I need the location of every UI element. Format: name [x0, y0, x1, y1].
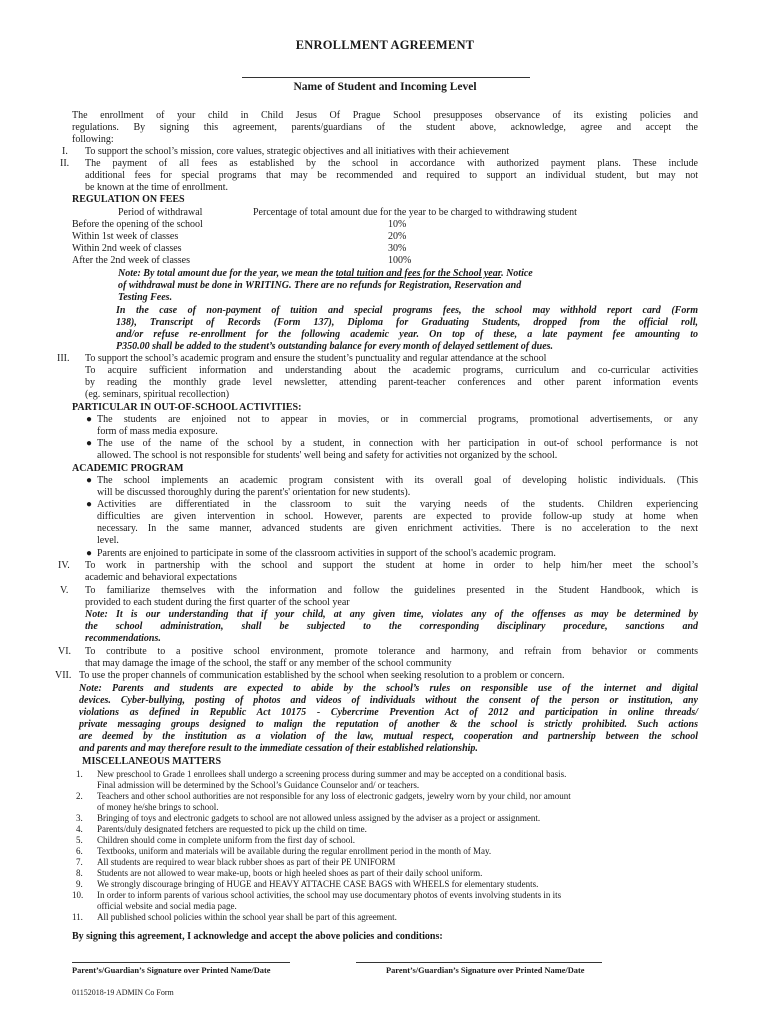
misc-text: Students are not allowed to wear make-up, boots or high heeled shoes as part of their daily school uniform. [97, 868, 483, 878]
form-code: 01152018-19 ADMIN Co Form [72, 988, 174, 997]
misc-text: All published school policies within the school year shall be part of this agreement. [97, 912, 397, 922]
misc-text: of money he/she brings to school. [97, 802, 219, 812]
item-text: The payment of all fees as established by the school in accordance with authorized payment plans. These include [85, 158, 698, 169]
acknowledgement-text: By signing this agreement, I acknowledge and accept the above policies and conditions: [72, 931, 443, 942]
misc-text: Bringing of toys and electronic gadgets to school are not allowed unless assigned by the adviser as a project or assignment. [97, 813, 541, 823]
internet-note: private messaging groups designed to malign the reputation of another & the school is strictly prohibited. Such actions [79, 719, 698, 730]
item-text: provided to each student during the first quarter of the school year [85, 597, 350, 608]
item-text: be known at the time of enrollment. [85, 182, 229, 193]
misc-number: 2. [76, 791, 83, 801]
out-of-school-text: The use of the name of the school by a student, in connection with her participation in out-of school performance is not [97, 438, 698, 449]
bullet: ● [86, 548, 93, 559]
refund-column-header: Period of withdrawal [118, 207, 203, 218]
item-number: IV. [58, 560, 70, 571]
signature-label-right: Parent’s/Guardian’s Signature over Printed Name/Date [386, 966, 585, 975]
fees-heading: REGULATION ON FEES [72, 194, 185, 205]
internet-note: are deemed by the institution as a violation of the law, mutual respect, cooperation and partnership between the school [79, 731, 698, 742]
misc-text: We strongly discourage bringing of HUGE and HEAVY ATTACHE CASE BAGS with WHEELS for elementary students. [97, 879, 539, 889]
intro-line: The enrollment of your child in Child Jesus Of Prague School presupposes observance of its existing policies and [72, 110, 698, 121]
document-subtitle: Name of Student and Incoming Level [293, 81, 477, 93]
misc-text: In order to inform parents of various school activities, the school may use documentary photos of events involving students in its [97, 890, 562, 900]
misc-text: All students are required to wear black rubber shoes as part of their PE UNIFORM [97, 857, 396, 867]
misc-text: Children should come in complete uniform from the first day of school. [97, 835, 355, 845]
item-number: VI. [58, 646, 72, 657]
fees-note: Note: By total amount due for the year, we mean the total tuition and fees for the School year. Notice [118, 268, 533, 279]
handbook-note: the school administration, shall be subjected to the corresponding disciplinary procedure, sanctions and [85, 621, 698, 632]
item-number: I. [62, 146, 68, 157]
academic-heading: ACADEMIC PROGRAM [72, 463, 184, 474]
handbook-note: Note: It is our understanding that if your child, at any given time, violates any of the offenses as may be determined by [85, 609, 698, 620]
item-text: To support the school’s academic program and ensure the student’s punctuality and regular attendance at the school [85, 353, 547, 364]
misc-text: Final admission will be determined by the School’s Guidance Counselor and/ or teachers. [97, 780, 420, 790]
bullet: ● [86, 438, 93, 449]
item-number: II. [60, 158, 70, 169]
bullet: ● [86, 414, 93, 425]
item-number: III. [57, 353, 70, 364]
misc-number: 5. [76, 835, 83, 845]
bullet: ● [86, 475, 93, 486]
item-text: To support the school’s mission, core values, strategic objectives and all initiatives with their achievement [85, 146, 510, 157]
misc-text: official website and social media page. [97, 901, 237, 911]
academic-text: The school implements an academic program consistent with its overall goal of developing holistic individuals. (This [97, 475, 698, 486]
item-text: (eg. seminars, spiritual recollection) [85, 389, 230, 400]
internet-note: Note: Parents and students are expected to abide by the school’s rules on responsible use of the internet and digital [79, 683, 698, 694]
item-text: by reading the monthly grade level newsletter, attending parent-teacher conferences and other parent information events [85, 377, 698, 388]
internet-note: devices. Cyber-bullying, posting of photos and videos of individuals without the consent of the person or institution, any [79, 695, 698, 706]
refund-percent: 30% [388, 243, 407, 254]
item-text: To contribute to a positive school environment, promote tolerance and harmony, and refrain from behavior or comments [85, 646, 698, 657]
out-of-school-text: The students are enjoined not to appear in movies, or in commercial programs, promotional advertisements, or any [97, 414, 698, 425]
academic-text: necessary. In the same manner, advanced students are given enrichment activities. There is no acceleration to the next [97, 523, 698, 534]
misc-number: 1. [76, 769, 83, 779]
misc-text: New preschool to Grade 1 enrollees shall undergo a screening process during summer and may be accepted on a conditional basis. [97, 769, 567, 779]
misc-text: Teachers and other school authorities are not responsible for any loss of electronic gadgets, jewelry worn by your child, nor amount [97, 791, 571, 801]
intro-line: regulations. By signing this agreement, parents/guardians of the student above, acknowledge, agree and accept the [72, 122, 698, 133]
internet-note: violations as defined in Republic Act 10175 - Cybercrime Prevention Act of 2012 and participation in online threads/ [79, 707, 698, 718]
document-title: ENROLLMENT AGREEMENT [295, 38, 475, 52]
misc-number: 4. [76, 824, 83, 834]
non-payment-note: 138), Transcript of Records (Form 137), Diploma for Graduating Students, dropped from the official roll, [116, 317, 698, 328]
non-payment-note: In the case of non-payment of tuition and special programs fees, the school may withhold report card (Form [116, 305, 698, 316]
academic-text: Parents are enjoined to participate in some of the classroom activities in support of the school's academic program. [97, 548, 556, 559]
refund-percent: 10% [388, 219, 407, 230]
item-text: To familiarize themselves with the information and follow the guidelines presented in the Student Handbook, which is [85, 585, 698, 596]
refund-period: After the 2nd week of classes [72, 255, 191, 266]
item-text: additional fees for special programs that may be recommended and required to support an individual student, but may not [85, 170, 698, 181]
item-text: To use the proper channels of communication established by the school when seeking resolution to a problem or concern. [79, 670, 565, 681]
student-name-line [242, 77, 530, 78]
misc-number: 10. [72, 890, 84, 900]
misc-number: 11. [72, 912, 83, 922]
misc-number: 7. [76, 857, 83, 867]
misc-number: 3. [76, 813, 83, 823]
item-number: V. [60, 585, 69, 596]
intro-line: following: [72, 134, 114, 145]
item-text: that may damage the image of the school, the staff or any member of the school community [85, 658, 452, 669]
misc-number: 9. [76, 879, 83, 889]
refund-period: Before the opening of the school [72, 219, 203, 230]
item-text: academic and behavioral expectations [85, 572, 237, 583]
misc-number: 6. [76, 846, 83, 856]
refund-period: Within 2nd week of classes [72, 243, 182, 254]
fees-note: Testing Fees. [118, 292, 173, 303]
internet-note: and parents and may therefore result to the immediate cessation of their established relationship. [79, 743, 478, 754]
refund-period: Within 1st week of classes [72, 231, 179, 242]
misc-number: 8. [76, 868, 83, 878]
non-payment-note: and/or refuse re-enrollment for the following academic year. On top of these, a late payment fee amounting to [116, 329, 698, 340]
refund-percent: 100% [388, 255, 412, 266]
bullet: ● [86, 499, 93, 510]
academic-text: difficulties are given intervention in school. However, parents are expected to provide follow-up study at home when [97, 511, 698, 522]
fees-note: of withdrawal must be done in WRITING. There are no refunds for Registration, Reservation and [118, 280, 522, 291]
item-text: To acquire sufficient information and understanding about the academic programs, curriculum and co-curricular activities [85, 365, 698, 376]
item-text: To work in partnership with the school and support the student at home in order to help him/her meet the school’s [85, 560, 698, 571]
misc-text: Textbooks, uniform and materials will be available during the regular enrollment period in the month of May. [97, 846, 492, 856]
signature-label-left: Parent’s/Guardian’s Signature over Printed Name/Date [72, 966, 271, 975]
academic-text: Activities are differentiated in the classroom to suit the varying needs of the students. Children experiencing [97, 499, 698, 510]
refund-percent: 20% [388, 231, 407, 242]
signature-line-right[interactable] [356, 962, 602, 963]
refund-column-header: Percentage of total amount due for the year to be charged to withdrawing student [253, 207, 577, 218]
academic-text: level. [97, 535, 119, 546]
out-of-school-text: form of mass media exposure. [97, 426, 218, 437]
misc-heading: MISCELLANEOUS MATTERS [82, 756, 222, 767]
out-of-school-text: allowed. The school is not responsible for students' well being and safety for activities not organized by the school. [97, 450, 558, 461]
handbook-note: recommendations. [85, 633, 161, 644]
out-of-school-heading: PARTICULAR IN OUT-OF-SCHOOL ACTIVITIES: [72, 402, 302, 413]
misc-text: Parents/duly designated fetchers are requested to pick up the child on time. [97, 824, 367, 834]
academic-text: will be discussed thoroughly during the parent's' orientation for new students). [97, 487, 411, 498]
non-payment-note: P350.00 shall be added to the student’s outstanding balance for every month of delayed settlement of dues. [116, 341, 554, 352]
signature-line-left[interactable] [72, 962, 290, 963]
item-number: VII. [55, 670, 72, 681]
